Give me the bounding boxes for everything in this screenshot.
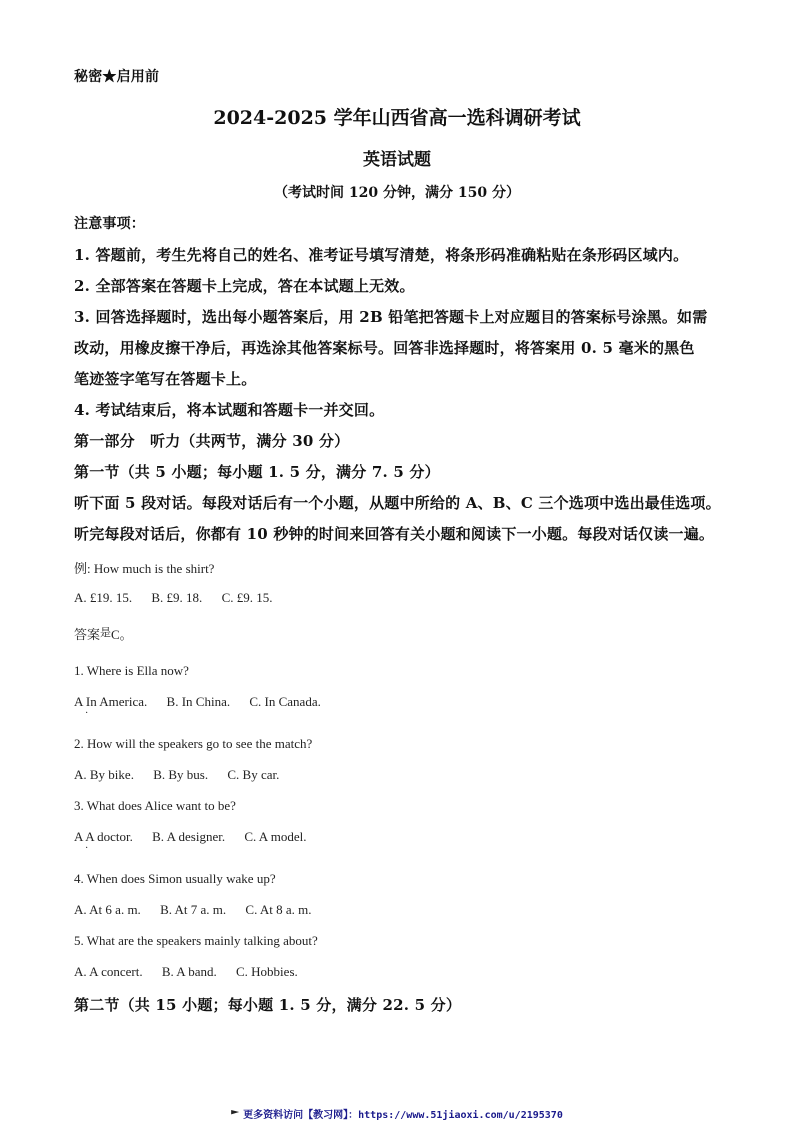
instructions-line-1: 听下面 5 段对话。每段对话后有一个小题，从题中所给的 A、B、C 三个选项中选出最佳选项。 [74,494,721,512]
footer [0,1106,794,1121]
question-2-option-b: B. By bus. [153,767,209,782]
example-answer [74,624,133,643]
example-option-a: A. £19. 15. [74,590,133,605]
note-item-1: 1. 答题前，考生先将自己的姓名、准考证号填写清楚，将条形码准确粘贴在条形码区域内。 [74,246,689,264]
question-2-option-c: C. By car. [227,767,280,782]
question-4: 4. When does Simon usually wake up? [74,871,276,886]
note-item-2: 2. 全部答案在答题卡上完成，答在本试题上无效。 [74,277,415,295]
question-3-option-a-text: A A doctor. [74,829,133,844]
section2-heading: 第二节（共 15 小题；每小题 1. 5 分，满分 22. 5 分） [74,996,462,1014]
question-2-option-a: A. By bike. [74,767,134,782]
footer-link[interactable]: 更多资料访问【教习网】：https://www.51jiaoxi.com/u/2195370 [243,1110,563,1121]
note-item-4: 4. 考试结束后，将本试题和答题卡一并交回。 [74,401,385,419]
exam-title: 2024-2025 学年山西省高一选科调研考试 [213,107,581,129]
secret-mark: 秘密★启用前 [74,69,160,85]
question-3: 3. What does Alice want to be? [74,798,236,813]
question-5-options [74,964,314,980]
question-5-option-a: A. A concert. [74,964,143,979]
notes-heading: 注意事项： [74,216,145,232]
example-answer-value: C。 [111,627,133,642]
question-3-option-c: C. A model. [244,829,307,844]
question-5: 5. What are the speakers mainly talking about? [74,933,318,948]
flag-icon [231,1110,239,1118]
dot-mark-icon: · [85,843,89,854]
note-item-3-cont: 改动，用橡皮擦干净后，再选涂其他答案标号。回答非选择题时，将答案用 0. 5 毫米的黑色 [74,339,695,357]
dot-mark-icon: · [85,708,89,719]
question-1-options [74,694,337,719]
question-4-options [74,902,328,918]
question-5-option-c: C. Hobbies. [236,964,298,979]
question-1-option-c: C. In Canada. [249,694,321,709]
question-3-option-b: B. A designer. [152,829,226,844]
question-1-option-b: B. In China. [166,694,231,709]
example-option-c: C. £9. 15. [221,590,273,605]
subject-title: 英语试题 [363,150,431,170]
example-options [74,590,288,606]
note-item-3: 3. 回答选择题时，选出每小题答案后，用 2B 铅笔把答题卡上对应题目的答案标号涂黑。如需 [74,308,708,326]
section1-heading: 第一节（共 5 小题；每小题 1. 5 分，满分 7. 5 分） [74,463,440,481]
question-1-option-a-text: A In America. [74,694,148,709]
note-item-3-end: 笔迹签字笔写在答题卡上。 [74,370,257,388]
question-5-option-b: B. A band. [161,964,217,979]
instructions-line-2: 听完每段对话后，你都有 10 秒钟的时间来回答有关小题和阅读下一小题。每段对话仅读一遍。 [74,525,715,543]
question-4-option-b: B. At 7 a. m. [160,902,227,917]
example-answer-prefix: 答案 [74,627,101,642]
question-4-option-a: A. At 6 a. m. [74,902,141,917]
question-4-option-c: C. At 8 a. m. [245,902,312,917]
time-info: （考试时间 120 分钟，满分 150 分） [274,185,520,201]
example-question: 例: How much is the shirt? [74,561,215,576]
question-3-options [74,829,322,854]
question-1: 1. Where is Ella now? [74,663,189,678]
question-3-option-a [74,829,133,854]
question-1-option-a [74,694,148,719]
example-answer-mid: 是 [100,627,112,639]
part1-heading: 第一部分 听力（共两节，满分 30 分） [74,432,350,450]
example-option-b: B. £9. 18. [151,590,203,605]
question-2: 2. How will the speakers go to see the match? [74,736,313,751]
question-2-options [74,767,295,783]
